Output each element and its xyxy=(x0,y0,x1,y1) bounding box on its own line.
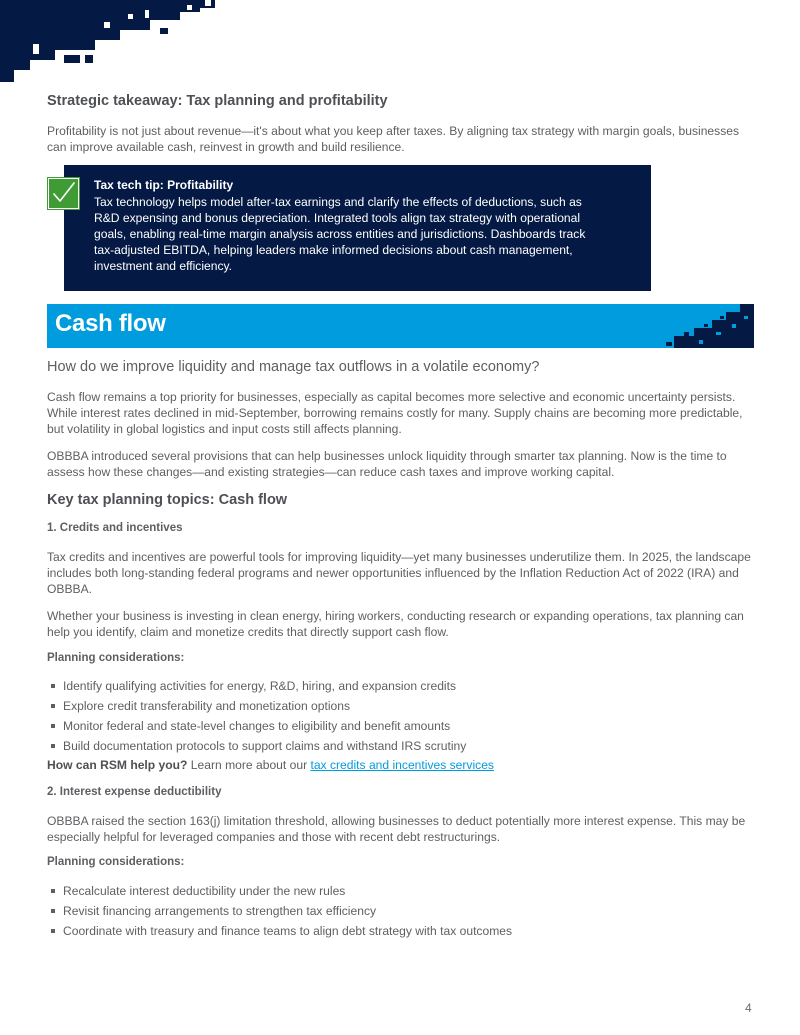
list-item: Coordinate with treasury and finance teams to align debt strategy with tax outcomes xyxy=(51,923,751,939)
list-item: Explore credit transferability and monetization options xyxy=(51,698,751,714)
rsm-help-line xyxy=(47,758,494,772)
credits-services-link[interactable]: tax credits and incentives services xyxy=(310,758,494,772)
credits-planning-heading: Planning considerations: xyxy=(47,652,185,664)
key-topics-heading: Key tax planning topics: Cash flow xyxy=(47,492,288,508)
help-label: How can RSM help you? xyxy=(47,758,188,772)
tax-tech-tip-title: Tax tech tip: Profitability xyxy=(94,178,234,192)
cash-flow-banner xyxy=(47,304,754,348)
tax-tech-tip-box xyxy=(64,165,651,291)
decorative-pixel-pattern xyxy=(0,0,215,82)
strategic-takeaway-text: Profitability is not just about revenue—it's about what you keep after taxes. By aligning tax strategy with margin goals, businesses can improve available cash, reinvest in growth and build resilience. xyxy=(47,124,740,154)
cash-flow-paragraph-2: OBBBA introduced several provisions that can help businesses unlock liquidity through smarter tax planning. Now is the time to assess how these changes—and existing strategies—can reduce cash taxes and improve working capital. xyxy=(47,449,727,479)
list-item: Revisit financing arrangements to strengthen tax efficiency xyxy=(51,903,751,919)
help-text: Learn more about our xyxy=(187,758,311,772)
list-item: Recalculate interest deductibility under the new rules xyxy=(51,883,751,899)
cash-flow-question: How do we improve liquidity and manage tax outflows in a volatile economy? xyxy=(47,359,540,375)
interest-heading: 2. Interest expense deductibility xyxy=(47,786,222,798)
credits-paragraph-1: Tax credits and incentives are powerful tools for improving liquidity—yet many businesses underutilize them. In 2025, the landscape includes both long-standing federal programs and newer opportunities influenced by the Inflation Reduction Act of 2022 (IRA) and OBBBA. xyxy=(47,550,751,596)
list-item: Monitor federal and state-level changes to eligibility and benefit amounts xyxy=(51,718,751,734)
cash-flow-paragraph-1: Cash flow remains a top priority for businesses, especially as capital becomes more selective and economic uncertainty persists. While interest rates declined in mid-September, borrowing remains costly for many. Supply chains are becoming more predictable, but volatility in global logistics and input costs still affects planning. xyxy=(47,390,743,436)
credits-heading: 1. Credits and incentives xyxy=(47,522,183,534)
interest-planning-heading: Planning considerations: xyxy=(47,856,185,868)
tax-tech-tip-text: Tax technology helps model after-tax earnings and clarify the effects of deductions, such as R&D expensing and bonus depreciation. Integrated tools align tax strategy with operational goals, enabling real-time margin analysis across entities and jurisdictions. Dashboards track tax-adjusted EBITDA, helping leaders make informed decisions about cash management, investment and efficiency. xyxy=(94,195,586,273)
interest-paragraph: OBBBA raised the section 163(j) limitation threshold, allowing businesses to deduct potentially more interest expense. This may be especially helpful for leveraged companies and those with recent debt restructurings. xyxy=(47,814,746,844)
credits-paragraph-2: Whether your business is investing in clean energy, hiring workers, conducting research or expanding operations, tax planning can help you identify, claim and monetize credits that directly support cash flow. xyxy=(47,609,744,639)
cash-flow-title: Cash flow xyxy=(55,310,166,337)
strategic-takeaway-heading: Strategic takeaway: Tax planning and profitability xyxy=(47,93,388,109)
list-item: Build documentation protocols to support claims and withstand IRS scrutiny xyxy=(51,738,751,754)
banner-pixel-pattern xyxy=(654,304,754,348)
checkmark-icon xyxy=(47,177,80,210)
credits-planning-list xyxy=(51,678,751,758)
page-number: 4 xyxy=(745,1001,752,1015)
list-item: Identify qualifying activities for energy, R&D, hiring, and expansion credits xyxy=(51,678,751,694)
interest-planning-list xyxy=(51,883,751,943)
